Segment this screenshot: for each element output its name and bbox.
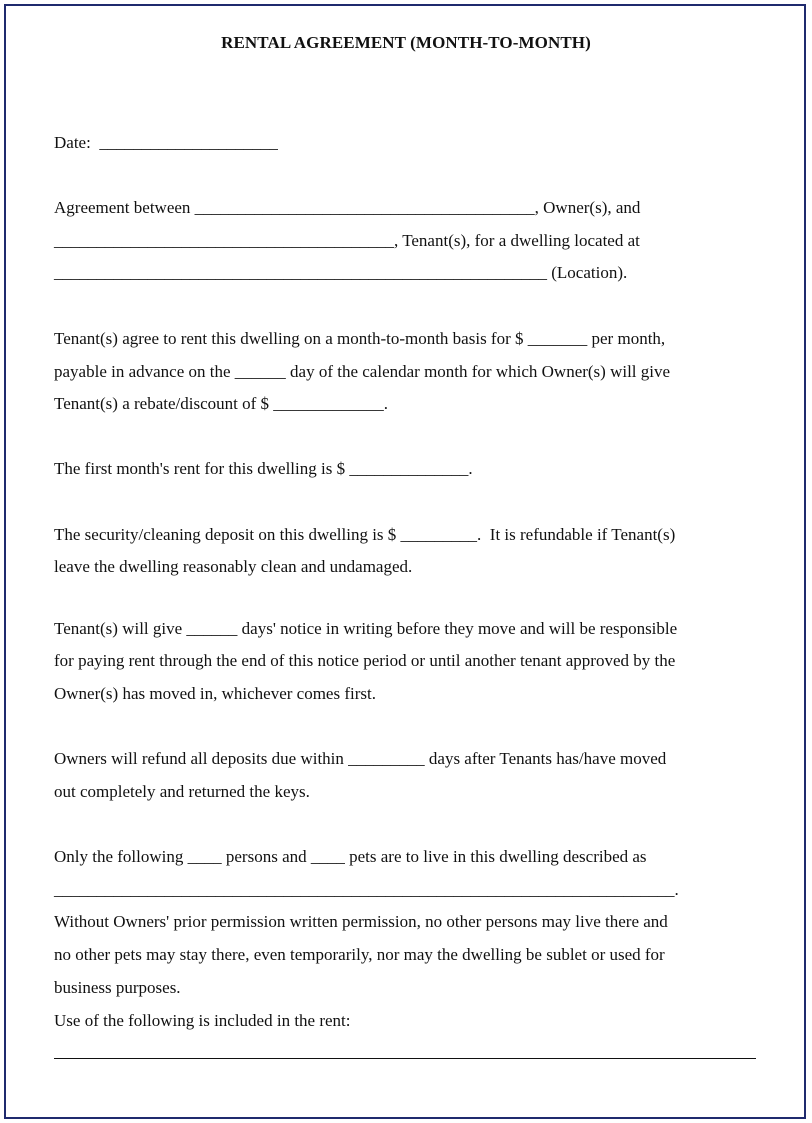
rent-terms-line-3: Tenant(s) a rebate/discount of $ _____________. bbox=[54, 394, 389, 413]
security-deposit-line-1: The security/cleaning deposit on this dwelling is $ _________. It is refundable if Tenant(s) bbox=[54, 525, 676, 544]
refund-line-1: Owners will refund all deposits due within _________ days after Tenants has/have moved bbox=[54, 749, 667, 768]
included-in-rent-blank bbox=[54, 1058, 756, 1059]
permission-line-3: business purposes. bbox=[54, 978, 181, 997]
tenants-line: ________________________________________, Tenant(s), for a dwelling located at bbox=[54, 231, 640, 250]
rent-terms-line-1: Tenant(s) agree to rent this dwelling on a month-to-month basis for $ _______ per month, bbox=[54, 329, 666, 348]
occupants-line-2: _________________________________________________________________________. bbox=[54, 880, 679, 899]
rent-terms-line-2: payable in advance on the ______ day of the calendar month for which Owner(s) will give bbox=[54, 362, 671, 381]
notice-line-1: Tenant(s) will give ______ days' notice in writing before they move and will be responsible bbox=[54, 619, 678, 638]
location-line: __________________________________________________________ (Location). bbox=[54, 263, 628, 282]
notice-line-2: for paying rent through the end of this notice period or until another tenant approved by the bbox=[54, 651, 676, 670]
permission-line-1: Without Owners' prior permission written permission, no other persons may live there and bbox=[54, 912, 668, 931]
document-title: RENTAL AGREEMENT (MONTH-TO-MONTH) bbox=[221, 33, 591, 52]
occupants-line-1: Only the following ____ persons and ____ pets are to live in this dwelling described as bbox=[54, 847, 647, 866]
refund-line-2: out completely and returned the keys. bbox=[54, 782, 310, 801]
security-deposit-line-2: leave the dwelling reasonably clean and undamaged. bbox=[54, 557, 413, 576]
permission-line-2: no other pets may stay there, even temporarily, nor may the dwelling be sublet or used for bbox=[54, 945, 665, 964]
notice-line-3: Owner(s) has moved in, whichever comes first. bbox=[54, 684, 376, 703]
date-line: Date: _____________________ bbox=[54, 133, 278, 152]
agreement-between-line: Agreement between ________________________________________, Owner(s), and bbox=[54, 198, 641, 217]
included-in-rent-line: Use of the following is included in the rent: bbox=[54, 1011, 351, 1030]
first-month-rent-line: The first month's rent for this dwelling is $ ______________. bbox=[54, 459, 473, 478]
